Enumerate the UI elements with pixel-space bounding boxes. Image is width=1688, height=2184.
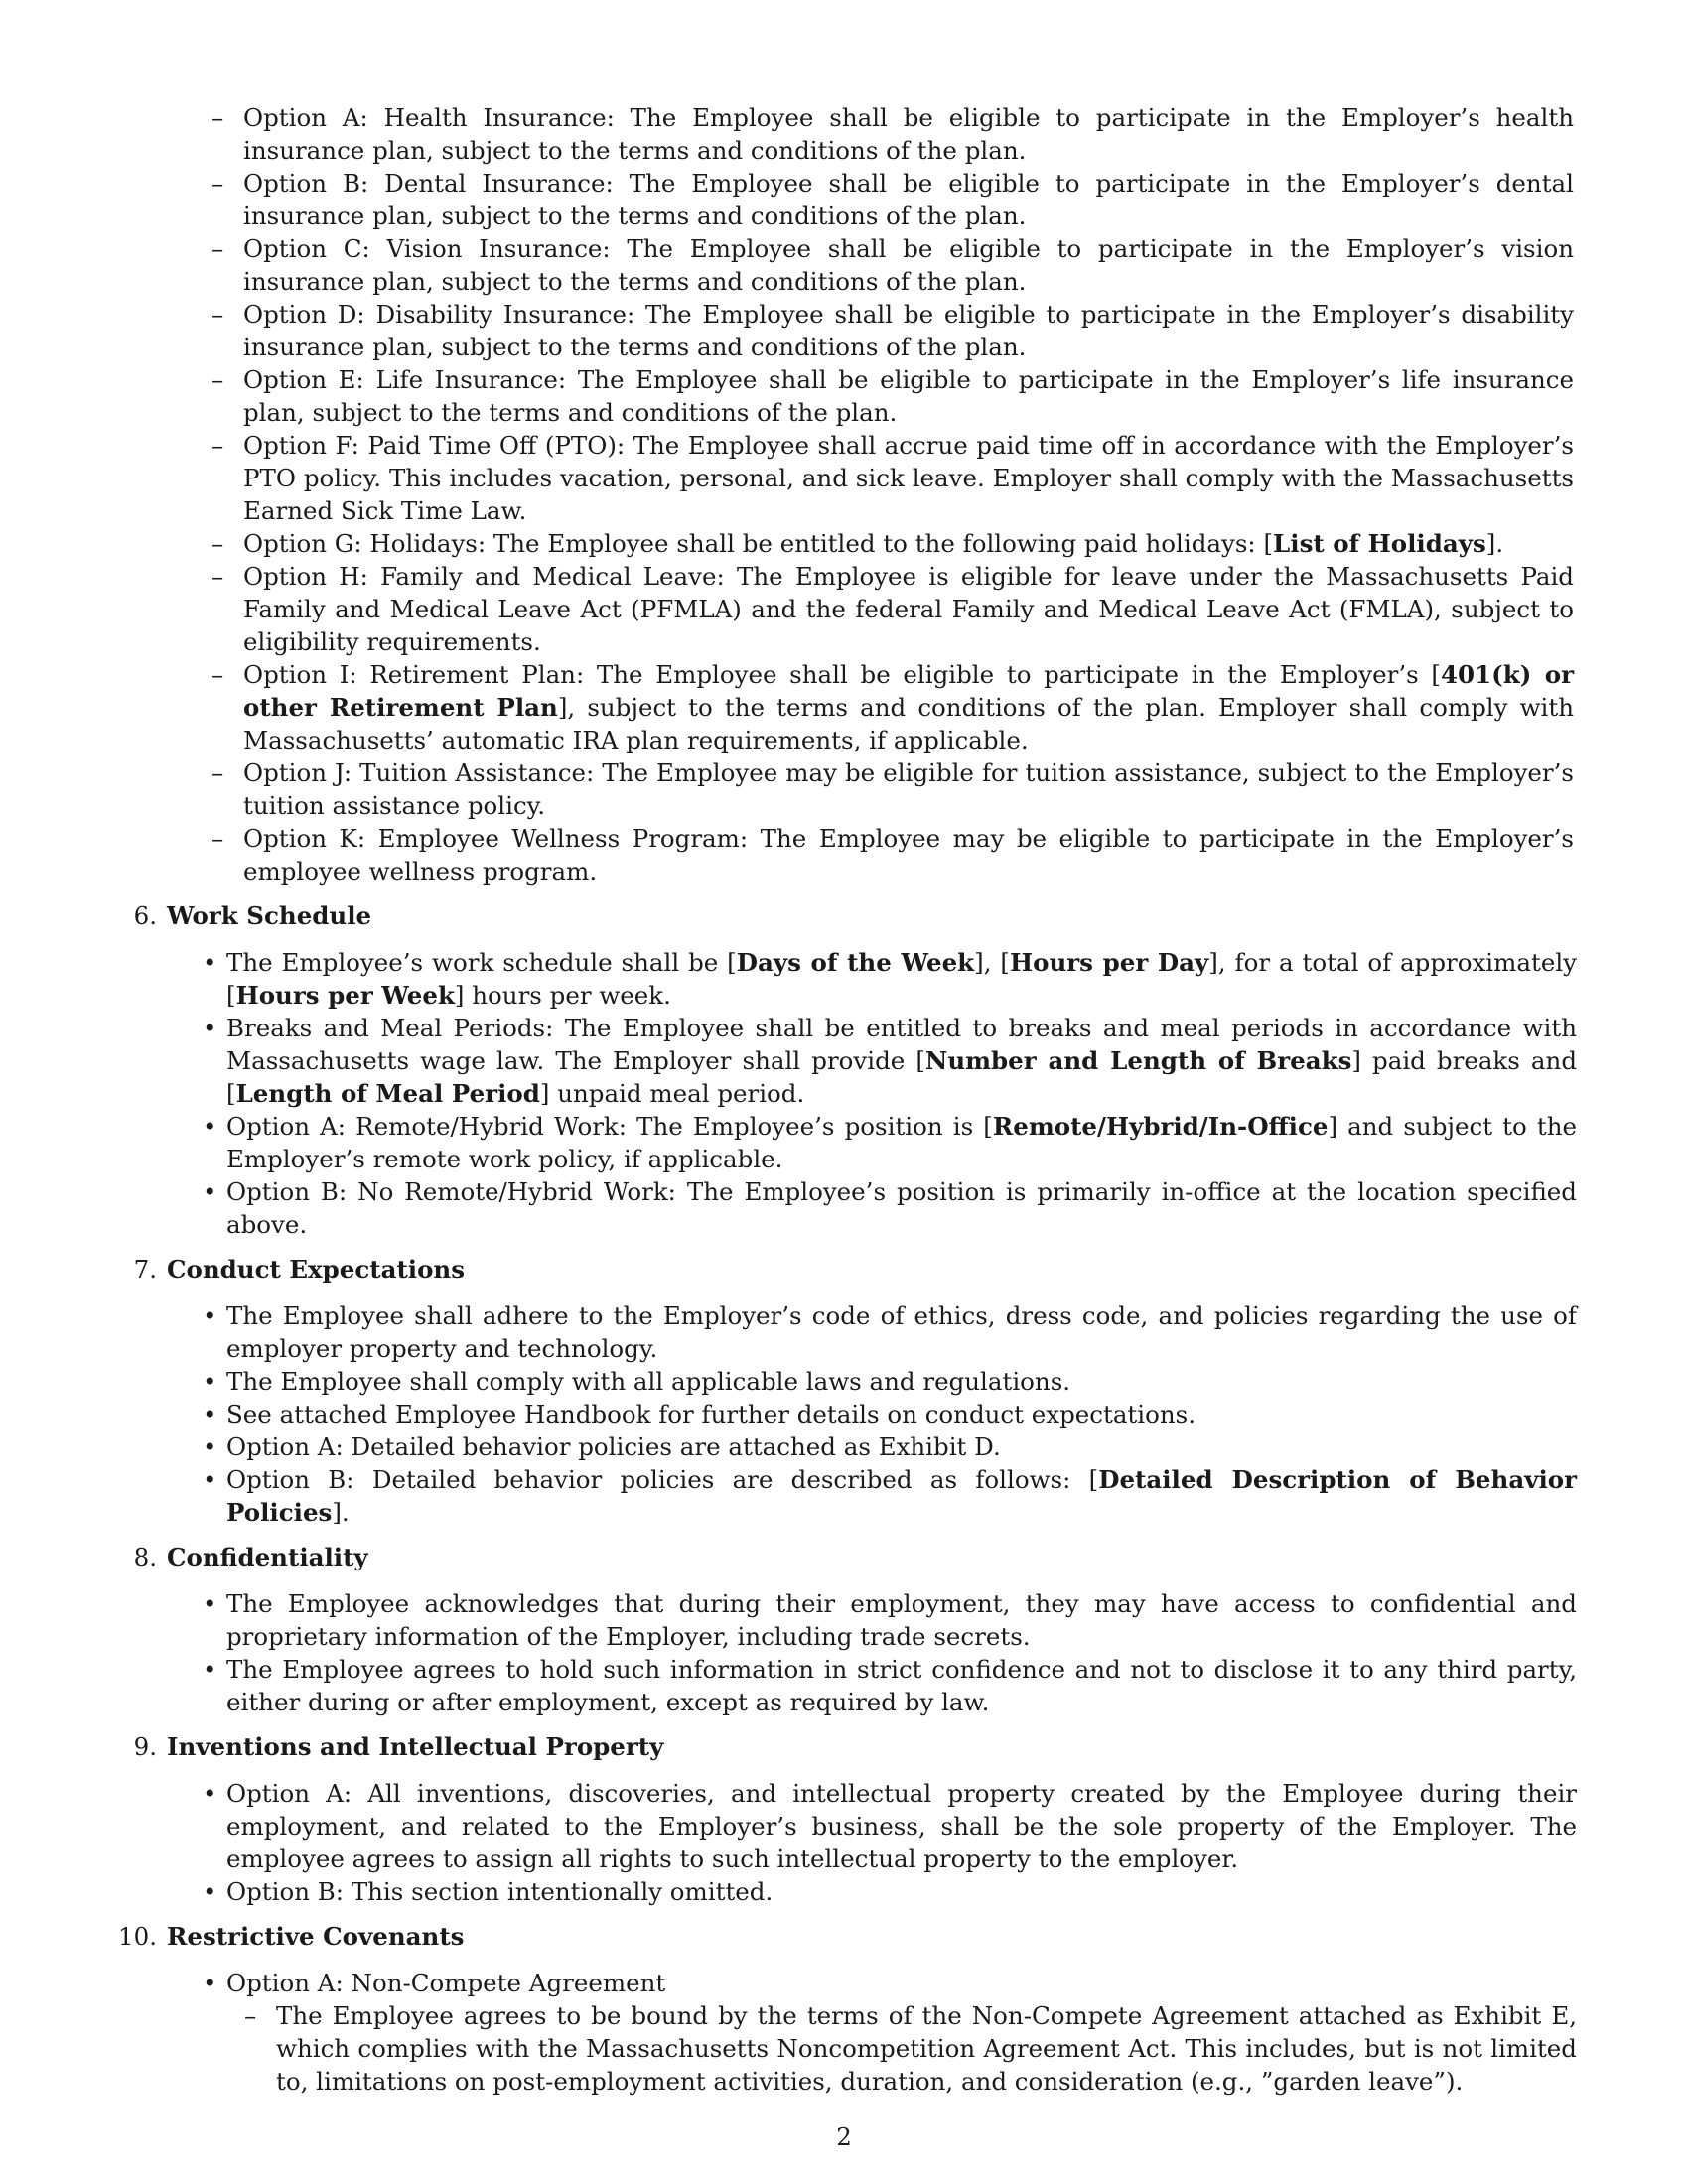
placeholder-field: Detailed Description of Behavior Policies (226, 1465, 1577, 1527)
document-page (0, 101, 1688, 2098)
item-text: Option A: Detailed behavior policies are attached as Exhibit D. (226, 1433, 1001, 1461)
list-item (226, 1012, 1577, 1110)
item-text: Option B: No Remote/Hybrid Work: The Employee’s position is primarily in-office at the location specified above. (226, 1177, 1577, 1239)
section-title: Inventions and Intellectual Property (167, 1732, 664, 1761)
benefit-option-text: Option K: Employee Wellness Program: The Employee may be eligible to participate in the Employer’s employee wellness program. (243, 824, 1574, 886)
section-title: Conduct Expectations (167, 1255, 466, 1284)
placeholder-field: Hours per Week (235, 981, 455, 1010)
list-item (226, 1398, 1577, 1431)
benefit-option-text: Option F: Paid Time Off (PTO): The Employee shall accrue paid time off in accordance with the Employer’s PTO policy. This includes vacation, personal, and sick leave. Employer shall comply with the Massachusetts Earned Sick Time Law. (243, 431, 1574, 525)
item-text: ], for a total of approximately [ (226, 948, 1578, 1010)
item-text: See attached Employee Handbook for further details on conduct expectations. (226, 1400, 1196, 1429)
bullet-list (226, 946, 1577, 1241)
benefit-options-list (243, 101, 1574, 887)
section-number: 8. (133, 1543, 157, 1571)
section-work-schedule (0, 899, 1688, 1241)
item-text: The Employee agrees to hold such information in strict confidence and not to disclose it to any third party, either during or after employment, except as required by law. (226, 1655, 1577, 1716)
benefit-option-text: Option A: Health Insurance: The Employee shall be eligible to participate in the Employer’s health insurance plan, subject to the terms and conditions of the plan. (243, 103, 1574, 165)
benefit-option-b (243, 167, 1574, 232)
section-title: Restrictive Covenants (167, 1922, 465, 1951)
section-heading (133, 1541, 1688, 1573)
page-number: 2 (836, 2122, 852, 2151)
benefit-option-e (243, 363, 1574, 429)
list-item (226, 946, 1577, 1012)
item-text: The Employee shall comply with all applicable laws and regulations. (226, 1367, 1071, 1396)
placeholder-field: Hours per Day (1009, 948, 1209, 977)
benefit-option-k (243, 822, 1574, 887)
item-text: The Employee acknowledges that during their employment, they may have access to confidential and proprietary information of the Employer, including trade secrets. (226, 1589, 1577, 1651)
list-item (226, 1967, 1577, 1999)
placeholder-field: List of Holidays (1273, 529, 1486, 558)
bullet-list (226, 1299, 1577, 1529)
bullet-list (226, 1777, 1577, 1908)
benefit-option-text: ]. (1485, 529, 1504, 558)
list-item (226, 1875, 1577, 1908)
section-title: Work Schedule (167, 901, 372, 930)
placeholder-field: Days of the Week (736, 948, 975, 977)
item-text: Option B: Detailed behavior policies are described as follows: [ (226, 1465, 1099, 1494)
benefit-option-text: Option H: Family and Medical Leave: The Employee is eligible for leave under the Massachusetts Paid Family and Medical Leave Act (PFMLA) and the federal Family and Medical Leave Act (FMLA), subject to eligibility requirements. (243, 562, 1574, 656)
list-item (226, 1299, 1577, 1365)
item-text: ] and subject to the Employer’s remote work policy, if applicable. (226, 1112, 1578, 1173)
list-item (226, 1587, 1577, 1653)
benefit-option-text: Option J: Tuition Assistance: The Employee may be eligible for tuition assistance, subject to the Employer’s tuition assistance policy. (243, 758, 1574, 820)
list-item (226, 1463, 1577, 1529)
item-text: Option A: Non-Compete Agreement (226, 1969, 666, 1997)
benefit-option-g (243, 527, 1574, 560)
item-text: The Employee’s work schedule shall be [ (226, 948, 737, 977)
item-text: The Employee shall adhere to the Employer’s code of ethics, dress code, and policies regarding the use of employer property and technology. (226, 1301, 1577, 1363)
placeholder-field: Number and Length of Breaks (924, 1046, 1352, 1075)
placeholder-field: Remote/Hybrid/In-Office (992, 1112, 1329, 1141)
section-confidentiality (0, 1541, 1688, 1718)
list-item (226, 1175, 1577, 1241)
benefit-option-text: ], subject to the terms and conditions of the plan. Employer shall comply with Massachusetts’ automatic IRA plan requirements, if applicable. (243, 693, 1574, 754)
section-number: 10. (118, 1922, 157, 1951)
item-text: Option A: All inventions, discoveries, and intellectual property created by the Employee during their employment, and related to the Employer’s business, shall be the sole property of the Employer. The employee agrees to assign all rights to such intellectual property to the employer. (226, 1779, 1577, 1873)
benefit-option-c (243, 232, 1574, 298)
item-text: ] paid breaks and [ (226, 1046, 1577, 1108)
list-item (226, 1365, 1577, 1398)
section-heading (133, 1730, 1688, 1763)
item-text: The Employee agrees to be bound by the terms of the Non-Compete Agreement attached as Exhibit E, which complies with the Massachusetts Noncompetition Agreement Act. This includes, but is not limited to, limitations on post-employment activities, duration, and consideration (e.g., ”garden leave”). (276, 2001, 1577, 2096)
benefit-option-text: Option G: Holidays: The Employee shall be entitled to the following paid holidays: [ (243, 529, 1274, 558)
benefit-option-a (243, 101, 1574, 167)
sub-dash-list (276, 1999, 1577, 2098)
item-text: Option A: Remote/Hybrid Work: The Employee’s position is [ (226, 1112, 993, 1141)
benefit-option-text: Option C: Vision Insurance: The Employee shall be eligible to participate in the Employer’s vision insurance plan, subject to the terms and conditions of the plan. (243, 234, 1574, 296)
item-text: Breaks and Meal Periods: The Employee shall be entitled to breaks and meal periods in accordance with Massachusetts wage law. The Employer shall provide [ (226, 1014, 1577, 1075)
bullet-list (226, 1967, 1577, 1999)
section-restrictive-covenants (0, 1920, 1688, 2098)
list-item (276, 1999, 1577, 2098)
placeholder-field: Length of Meal Period (235, 1079, 540, 1108)
section-number: 7. (133, 1255, 157, 1284)
list-item (226, 1653, 1577, 1718)
benefit-option-i (243, 658, 1574, 756)
benefit-option-d (243, 298, 1574, 363)
benefit-option-text: Option B: Dental Insurance: The Employee shall be eligible to participate in the Employer’s dental insurance plan, subject to the terms and conditions of the plan. (243, 169, 1574, 230)
section-conduct-expectations (0, 1253, 1688, 1529)
section-heading (118, 1920, 1688, 1953)
list-item (226, 1431, 1577, 1463)
item-text: ] unpaid meal period. (539, 1079, 805, 1108)
section-number: 9. (133, 1732, 157, 1761)
benefit-option-text: Option E: Life Insurance: The Employee shall be eligible to participate in the Employer’s life insurance plan, subject to the terms and conditions of the plan. (243, 365, 1574, 427)
item-text: ] hours per week. (454, 981, 671, 1010)
benefit-option-text: Option D: Disability Insurance: The Employee shall be eligible to participate in the Employer’s disability insurance plan, subject to the terms and conditions of the plan. (243, 300, 1574, 361)
section-heading (133, 899, 1688, 932)
bullet-list (226, 1587, 1577, 1718)
benefit-option-f (243, 429, 1574, 527)
section-title: Confidentiality (167, 1543, 368, 1571)
section-number: 6. (133, 901, 157, 930)
list-item (226, 1777, 1577, 1875)
benefit-option-h (243, 560, 1574, 658)
placeholder-field: 401(k) or other Retirement Plan (243, 660, 1574, 722)
section-inventions (0, 1730, 1688, 1908)
list-item (226, 1110, 1577, 1175)
benefit-option-text: Option I: Retirement Plan: The Employee shall be eligible to participate in the Employer’s [ (243, 660, 1441, 689)
benefit-option-j (243, 756, 1574, 822)
item-text: ]. (332, 1498, 350, 1527)
item-text: ], [ (974, 948, 1010, 977)
section-heading (133, 1253, 1688, 1286)
item-text: Option B: This section intentionally omitted. (226, 1877, 774, 1906)
